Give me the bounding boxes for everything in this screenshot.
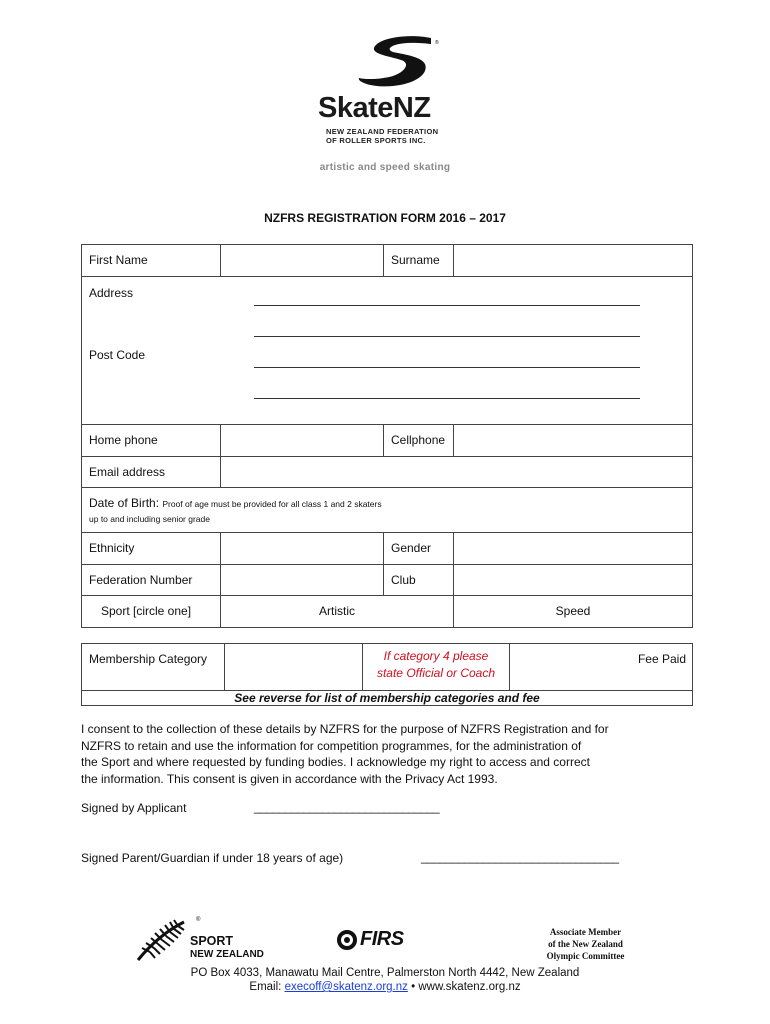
associate-member-text [528, 926, 643, 962]
email-prefix: Email: [249, 981, 285, 993]
cellphone-field[interactable] [454, 425, 693, 457]
sport-option-speed[interactable]: Speed [454, 596, 693, 628]
cellphone-label: Cellphone [384, 425, 454, 457]
skatenz-s-logo [353, 32, 443, 92]
address-label: Address [89, 286, 134, 300]
brand-subtitle-line: OF ROLLER SPORTS INC. [326, 136, 426, 145]
club-label: Club [384, 565, 454, 596]
svg-text:®: ® [435, 40, 439, 46]
consent-line: NZFRS to retain and use the information for competition programmes, for the administration of [81, 738, 582, 753]
membership-table [81, 643, 693, 706]
email-field[interactable] [221, 457, 693, 488]
registration-form-table [81, 244, 693, 628]
email-label: Email address [82, 457, 221, 488]
federation-number-label: Federation Number [82, 565, 221, 596]
firs-logo-text: FIRS [360, 928, 404, 950]
home-phone-field[interactable] [221, 425, 384, 457]
membership-category-field[interactable] [225, 644, 363, 691]
email-link[interactable]: execoff@skatenz.org.nz [284, 981, 408, 993]
consent-text [81, 721, 681, 787]
associate-line: Olympic Committee [546, 951, 625, 961]
category-hint-line: state Official or Coach [376, 666, 496, 680]
footer-contact [100, 980, 670, 994]
postal-address: PO Box 4033, Manawatu Mail Centre, Palmerston North 4442, New Zealand [190, 967, 580, 979]
surname-field[interactable] [454, 245, 693, 277]
guardian-signature-line[interactable]: ________________________________ [421, 850, 619, 864]
website-text: www.skatenz.org.nz [418, 981, 521, 993]
consent-line: I consent to the collection of these details by NZFRS for the purpose of NZFRS Registration and for [81, 722, 609, 736]
consent-line: the information. This consent is given in accordance with the Privacy Act 1993. [81, 771, 498, 786]
address-line[interactable] [254, 398, 640, 399]
sport-option-artistic[interactable]: Artistic [221, 596, 454, 628]
surname-label: Surname [384, 245, 454, 277]
associate-line: Associate Member [549, 927, 622, 937]
dob-block[interactable] [82, 488, 693, 533]
address-block[interactable] [82, 277, 693, 425]
post-code-label: Post Code [89, 348, 146, 362]
ethnicity-label: Ethnicity [82, 533, 221, 565]
first-name-label: First Name [82, 245, 221, 277]
gender-field[interactable] [454, 533, 693, 565]
address-line[interactable] [254, 305, 640, 306]
sport-nz-line: SPORT [190, 934, 234, 948]
brand-name: SkateNZ [318, 92, 431, 124]
fee-paid-label: Fee Paid [510, 644, 693, 691]
form-title: NZFRS REGISTRATION FORM 2016 – 2017 [264, 211, 506, 225]
silver-fern-icon [134, 918, 190, 964]
brand-subtitle-line: NEW ZEALAND FEDERATION [326, 127, 439, 136]
first-name-field[interactable] [221, 245, 384, 277]
applicant-signature-label: Signed by Applicant [81, 801, 187, 815]
dob-note: up to and including senior grade [89, 514, 210, 524]
guardian-signature-label: Signed Parent/Guardian if under 18 years of age) [81, 851, 344, 865]
consent-line: the Sport and where requested by funding bodies. I acknowledge my right to access and correct [81, 755, 590, 769]
dob-note: Proof of age must be provided for all class 1 and 2 skaters [162, 499, 382, 509]
sport-label: Sport [circle one] [82, 596, 221, 628]
footer-address [100, 966, 670, 994]
separator: • [407, 981, 419, 993]
address-line[interactable] [254, 336, 640, 337]
brand-subtitle [326, 127, 446, 145]
club-field[interactable] [454, 565, 693, 596]
federation-number-field[interactable] [221, 565, 384, 596]
membership-category-label: Membership Category [82, 644, 225, 691]
category-hint-line: If category 4 please [383, 649, 489, 663]
dob-label: Date of Birth: [89, 496, 160, 510]
tagline: artistic and speed skating [319, 162, 451, 173]
associate-line: of the New Zealand [548, 939, 623, 949]
membership-note: See reverse for list of membership categories and fee [82, 691, 693, 706]
sport-nz-line: NEW ZEALAND [190, 949, 264, 960]
applicant-signature-line[interactable]: ______________________________ [254, 800, 440, 814]
sport-nz-logo-text [190, 935, 264, 961]
home-phone-label: Home phone [82, 425, 221, 457]
address-line[interactable] [254, 367, 640, 368]
ethnicity-field[interactable] [221, 533, 384, 565]
category-hint [363, 644, 510, 691]
gender-label: Gender [384, 533, 454, 565]
firs-logo-icon [336, 929, 358, 951]
registered-mark-icon: ® [196, 917, 201, 923]
